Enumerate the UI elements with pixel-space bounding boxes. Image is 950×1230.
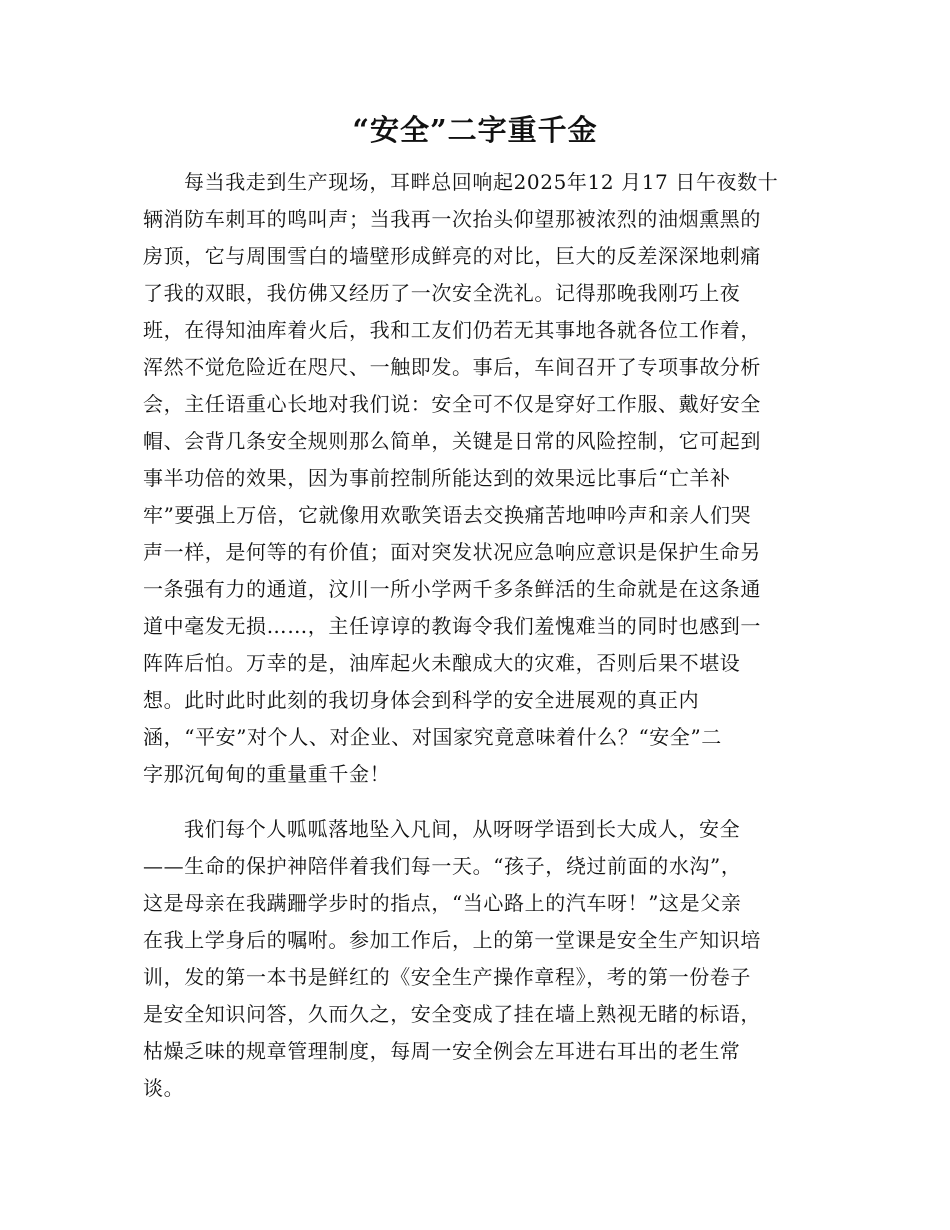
paragraph-line: 道中毫发无损……，主任谆谆的教诲令我们羞愧难当的同时也感到一 [143,614,761,638]
document-title: “安全”二字重千金 [352,113,598,147]
paragraph-line: 我们每个人呱呱落地坠入凡间，从呀呀学语到长大成人，安全 [184,817,741,841]
paragraph-line: 谈。 [143,1076,185,1100]
paragraph-line: 这是母亲在我蹒跚学步时的指点，“当心路上的汽车呀！”这是父亲 [143,891,742,915]
paragraph-line: 训，发的第一本书是鲜红的《安全生产操作章程》，考的第一份卷子 [143,965,751,989]
paragraph-line: 是安全知识问答，久而久之，安全变成了挂在墙上熟视无睹的标语， [143,1002,761,1026]
paragraph-line: 一条强有力的通道，汶川一所小学两千多条鲜活的生命就是在这条通 [143,577,761,601]
paragraph-line: 班，在得知油库着火后，我和工友们仍若无其事地各就各位工作着， [143,318,761,342]
paragraph-line: 房顶，它与周围雪白的墙壁形成鲜亮的对比，巨大的反差深深地刺痛 [143,244,761,268]
paragraph-line: 声一样，是何等的有价值；面对突发状况应急响应意识是保护生命另 [143,540,761,564]
paragraph-line: 帽、会背几条安全规则那么简单，关键是日常的风险控制，它可起到 [143,429,761,453]
paragraph-line: 在我上学身后的嘱咐。参加工作后，上的第一堂课是安全生产知识培 [143,928,761,952]
paragraph-line: 浑然不觉危险近在咫尺、一触即发。事后，车间召开了专项事故分析 [143,355,761,379]
paragraph-line: 事半功倍的效果，因为事前控制所能达到的效果远比事后“亡羊补 [143,466,731,490]
paragraph-line: 字那沉甸甸的重量重千金！ [143,762,391,786]
paragraph-line: 枯燥乏味的规章管理制度，每周一安全例会左耳进右耳出的老生常 [143,1039,741,1063]
paragraph-line: 阵阵后怕。万幸的是，油库起火未酿成大的灾难，否则后果不堪设 [143,651,741,675]
paragraph-line: 牢”要强上万倍，它就像用欢歌笑语去交换痛苦地呻吟声和亲人们哭 [143,503,752,527]
paragraph-line: 会，主任语重心长地对我们说：安全可不仅是穿好工作服、戴好安全 [143,392,761,416]
paragraph-line: 每当我走到生产现场，耳畔总回响起2025年12 月17 日午夜数十 [184,170,779,194]
paragraph-line: 想。此时此时此刻的我切身体会到科学的安全进展观的真正内 [143,688,700,712]
paragraph-line: 辆消防车刺耳的鸣叫声；当我再一次抬头仰望那被浓烈的油烟熏黑的 [143,207,761,231]
paragraph-line: 了我的双眼，我仿佛又经历了一次安全洗礼。记得那晚我刚巧上夜 [143,281,741,305]
paragraph-line: ——生命的保护神陪伴着我们每一天。“孩子，绕过前面的水沟”， [143,854,742,878]
paragraph-line: 涵，“平安”对个人、对企业、对国家究竟意味着什么？“安全”二 [143,725,722,749]
